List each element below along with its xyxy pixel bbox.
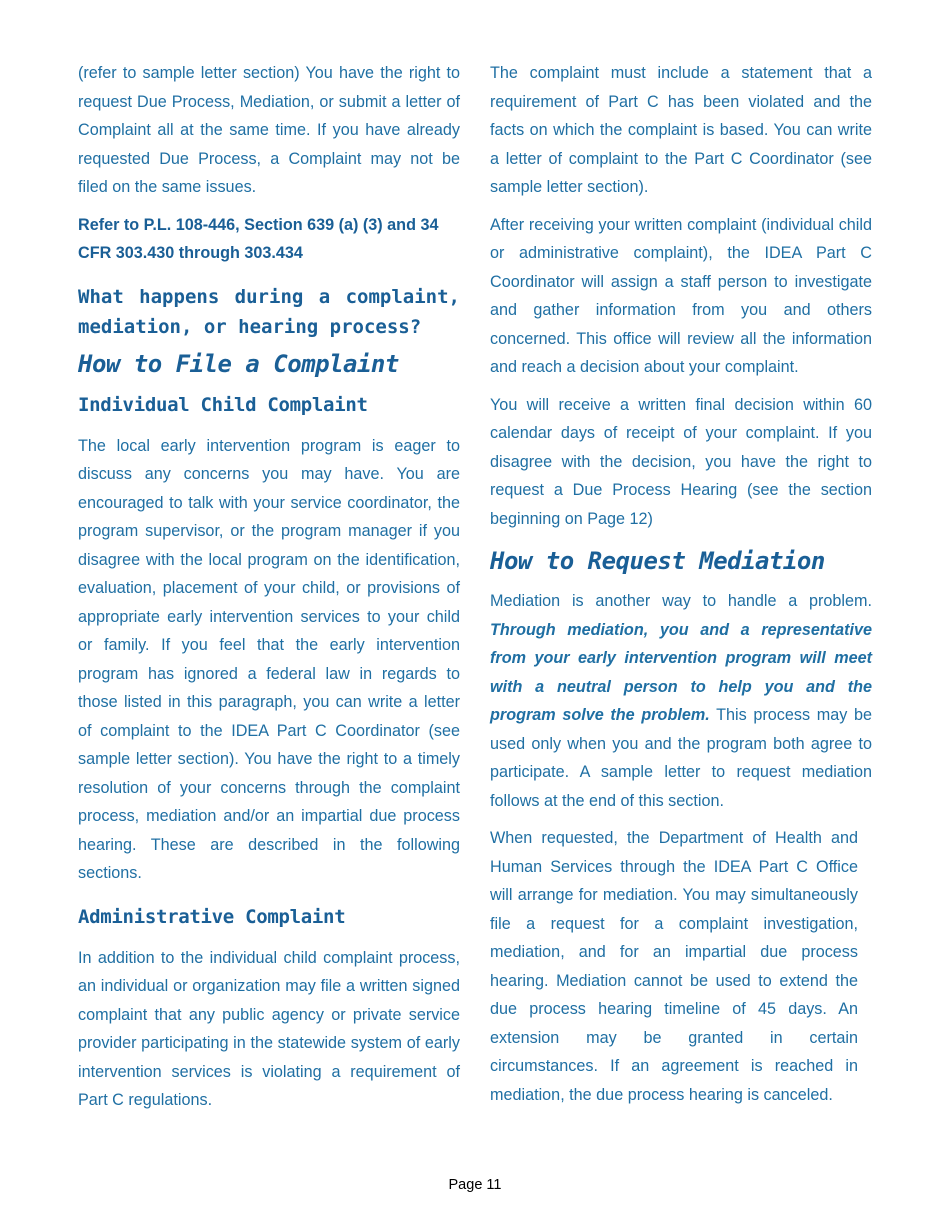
individual-complaint-paragraph: The local early intervention program is eager to discuss any concerns you may have. You are encouraged to talk with your service coordinator, the program supervisor, or the program manager if you disagree with the local program on the identification, evaluation, placement of your child, or provisions of appropriate early intervention services to your child or family. If you feel that the early intervention program has ignored a federal law in regards to those listed in this paragraph, you can write a letter of complaint to the IDEA Part C Coordinator (see sample letter section). You have the right to a timely resolution of your concerns through the complaint process, mediation and/or an impartial due process hearing. These are described in the following sections. (78, 436, 460, 882)
process-question-heading: What happens during a complaint, mediation, or hearing process? (78, 285, 460, 338)
after-receiving-paragraph: After receiving your written complaint (individual child or administrative complaint), the IDEA Part C Coordinator will assign a staff person to investigate and gather information from you and others concerned. This office will review all the information and reach a decision about your complaint. (490, 215, 872, 376)
complaint-statement-paragraph: The complaint must include a statement that a requirement of Part C has been violated and the facts on which the complaint is based. You can write a letter of complaint to the Part C Coordinator (see sample letter section). (490, 64, 872, 196)
right-column (490, 59, 872, 1118)
mediation-emphasis-text: Through mediation, you and a representative from your early intervention program will meet with a neutral person to help you and the program solve the problem. (490, 620, 872, 724)
intro-paragraph: (refer to sample letter section) You have the right to request Due Process, Mediation, or submit a letter of Complaint all at the same time. If you have already requested Due Process, a Complaint may not be filed on the same issues. (78, 64, 460, 196)
legal-reference: Refer to P.L. 108-446, Section 639 (a) (3) and 34 CFR 303.430 through 303.434 (78, 215, 439, 262)
request-mediation-heading: How to Request Mediation (490, 547, 825, 575)
administrative-complaint-heading: Administrative Complaint (78, 905, 346, 928)
page-number: Page 11 (448, 1177, 502, 1193)
mediation-requested-paragraph: When requested, the Department of Health and Human Services through the IDEA Part C Office will arrange for mediation. You may simultaneously file a request for a complaint investigation, mediation, and for an impartial due process hearing. Mediation cannot be used to extend the due process hearing timeline of 45 days. An extension may be granted in certain circumstances. If an agreement is reached in mediation, the due process hearing is canceled. (490, 829, 858, 1104)
file-complaint-heading: How to File a Complaint (78, 349, 399, 378)
administrative-complaint-paragraph: In addition to the individual child complaint process, an individual or organization may file a written signed complaint that any public agency or private service provider participating in the statewide system of early intervention services is violating a requirement of Part C regulations. (78, 948, 460, 1109)
mediation-intro-text: Mediation is another way to handle a problem. (490, 592, 872, 610)
individual-complaint-heading: Individual Child Complaint (78, 393, 368, 416)
mediation-rest-text: This process may be used only when you and the program both agree to participate. A sample letter to request mediation follows at the end of this section. (490, 706, 873, 810)
mediation-paragraph (490, 587, 872, 815)
final-decision-paragraph: You will receive a written final decision within 60 calendar days of receipt of your complaint. If you disagree with the decision, you have the right to request a Due Process Hearing (see the section beginning on Page 12) (490, 395, 872, 528)
left-column (78, 59, 460, 1124)
